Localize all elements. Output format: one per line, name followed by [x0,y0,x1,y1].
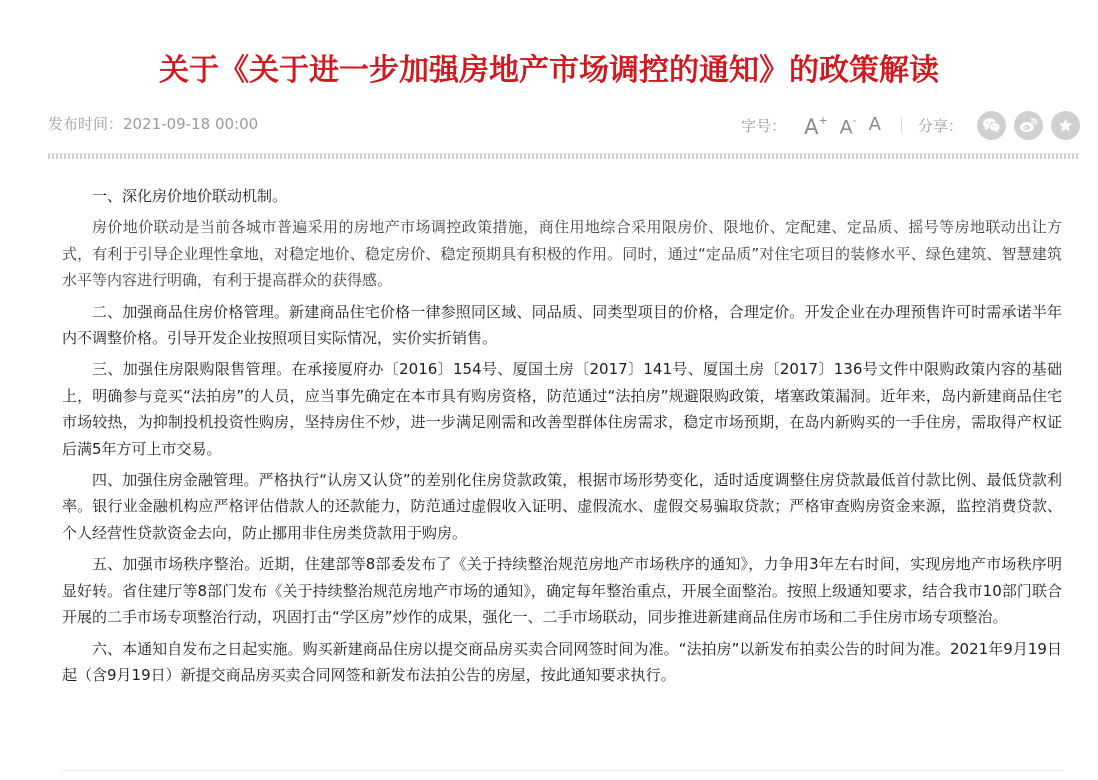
footer-divider [62,770,1062,771]
paragraph-1: 一、深化房价地价联动机制。 [92,187,288,205]
page-title: 关于《关于进一步加强房地产市场调控的通知》的政策解读 [159,53,939,89]
share-label: 分享： [917,116,963,135]
font-increase-sup: + [818,114,828,127]
paragraph-2: 房价地价联动是当前各城市普遍采用的房地产市场调控政策措施，商住用地综合采用限房价、限地价、定配建、定品质、摇号等房地联动出让方式，有利于引导企业理性拿地，对稳定地价、稳定房价、稳定预期具有积极的作用。同时，通过“定品质”对住宅项目的装修水平、绿色建筑、智慧建筑水平等内容进行明确，有利于提高群众的获得感。 [62,218,1062,290]
weibo-icon [1019,117,1038,133]
article-tools [741,110,1080,140]
article-body [62,183,1062,693]
font-increase-glyph: A [804,115,819,139]
toolbar-divider [901,117,902,133]
weibo-share-button[interactable] [1014,111,1043,140]
paragraph-7: 六、本通知自发布之日起实施。购买新建商品住房以提交商品房买卖合同网签时间为准。“法拍房”以新发布拍卖公告的时间为准。2021年9月19日起（含9月19日）新提交商品房买卖合同网签和新发布法拍公告的房屋，按此通知要求执行。 [62,639,1062,684]
font-decrease-glyph: A [839,116,853,139]
wechat-icon [982,117,1001,133]
favorite-share-button[interactable] [1051,111,1080,140]
favorite-star-icon [1057,117,1074,134]
publish-label: 发布时间： [48,115,124,133]
paragraph-5: 四、加强住房金融管理。严格执行“认房又认贷”的差别化住房贷款政策，根据市场形势变化，适时适度调整住房贷款最低首付款比例、最低贷款利率。银行业金融机构应严格评估借款人的还款能力，防范通过虚假收入证明、虚假流水、虚假交易骗取贷款；严格审查购房资金来源，监控消费贷款、个人经营性贷款资金去向，防止挪用非住房类贷款用于购房。 [62,471,1062,542]
font-size-label: 字号： [741,116,787,135]
header-divider [48,153,1080,159]
publish-info [48,114,258,134]
publish-time: 2021-09-18 00:00 [123,115,259,133]
paragraph-4: 三、加强住房限购限售管理。在承接厦府办〔2016〕154号、厦国土房〔2017〕141号、厦国土房〔2017〕136号文件中限购政策内容的基础上，明确参与竞买“法拍房”的人员，应当事先确定在本市具有购房资格，防范通过“法拍房”规避限购政策，堵塞政策漏洞。近年来，岛内新建商品住宅市场较热，为抑制投机投资性购房，坚持房住不炒，进一步满足刚需和改善型群体住房需求，稳定市场预期，在岛内新购买的一手住房，需取得产权证后满5年方可上市交易。 [62,360,1062,458]
font-increase-button[interactable] [804,111,828,139]
article-meta-bar [48,110,1080,140]
paragraph-6: 五、加强市场秩序整治。近期，住建部等8部委发布了《关于持续整治规范房地产市场秩序的通知》，力争用3年左右时间，实现房地产市场秩序明显好转。省住建厅等8部门发布《关于持续整治规范房地产市场的通知》，确定每年整治重点，开展全面整治。按照上级通知要求，结合我市10部门联合开展的二手市场专项整治行动，巩固打击“学区房”炒作的成果，强化一、二手市场联动，同步推进新建商品住房市场和二手住房市场专项整治。 [62,555,1062,627]
font-decrease-button[interactable] [840,111,857,139]
wechat-share-button[interactable] [977,111,1006,140]
font-decrease-sup: - [852,113,857,127]
paragraph-3: 二、加强商品住房价格管理。新建商品住宅价格一律参照同区域、同品质、同类型项目的价格，合理定价。开发企业在办理预售许可时需承诺半年内不调整价格。引导开发企业按照项目实际情况，实价实折销售。 [62,302,1062,348]
font-default-button[interactable]: A [868,114,881,135]
